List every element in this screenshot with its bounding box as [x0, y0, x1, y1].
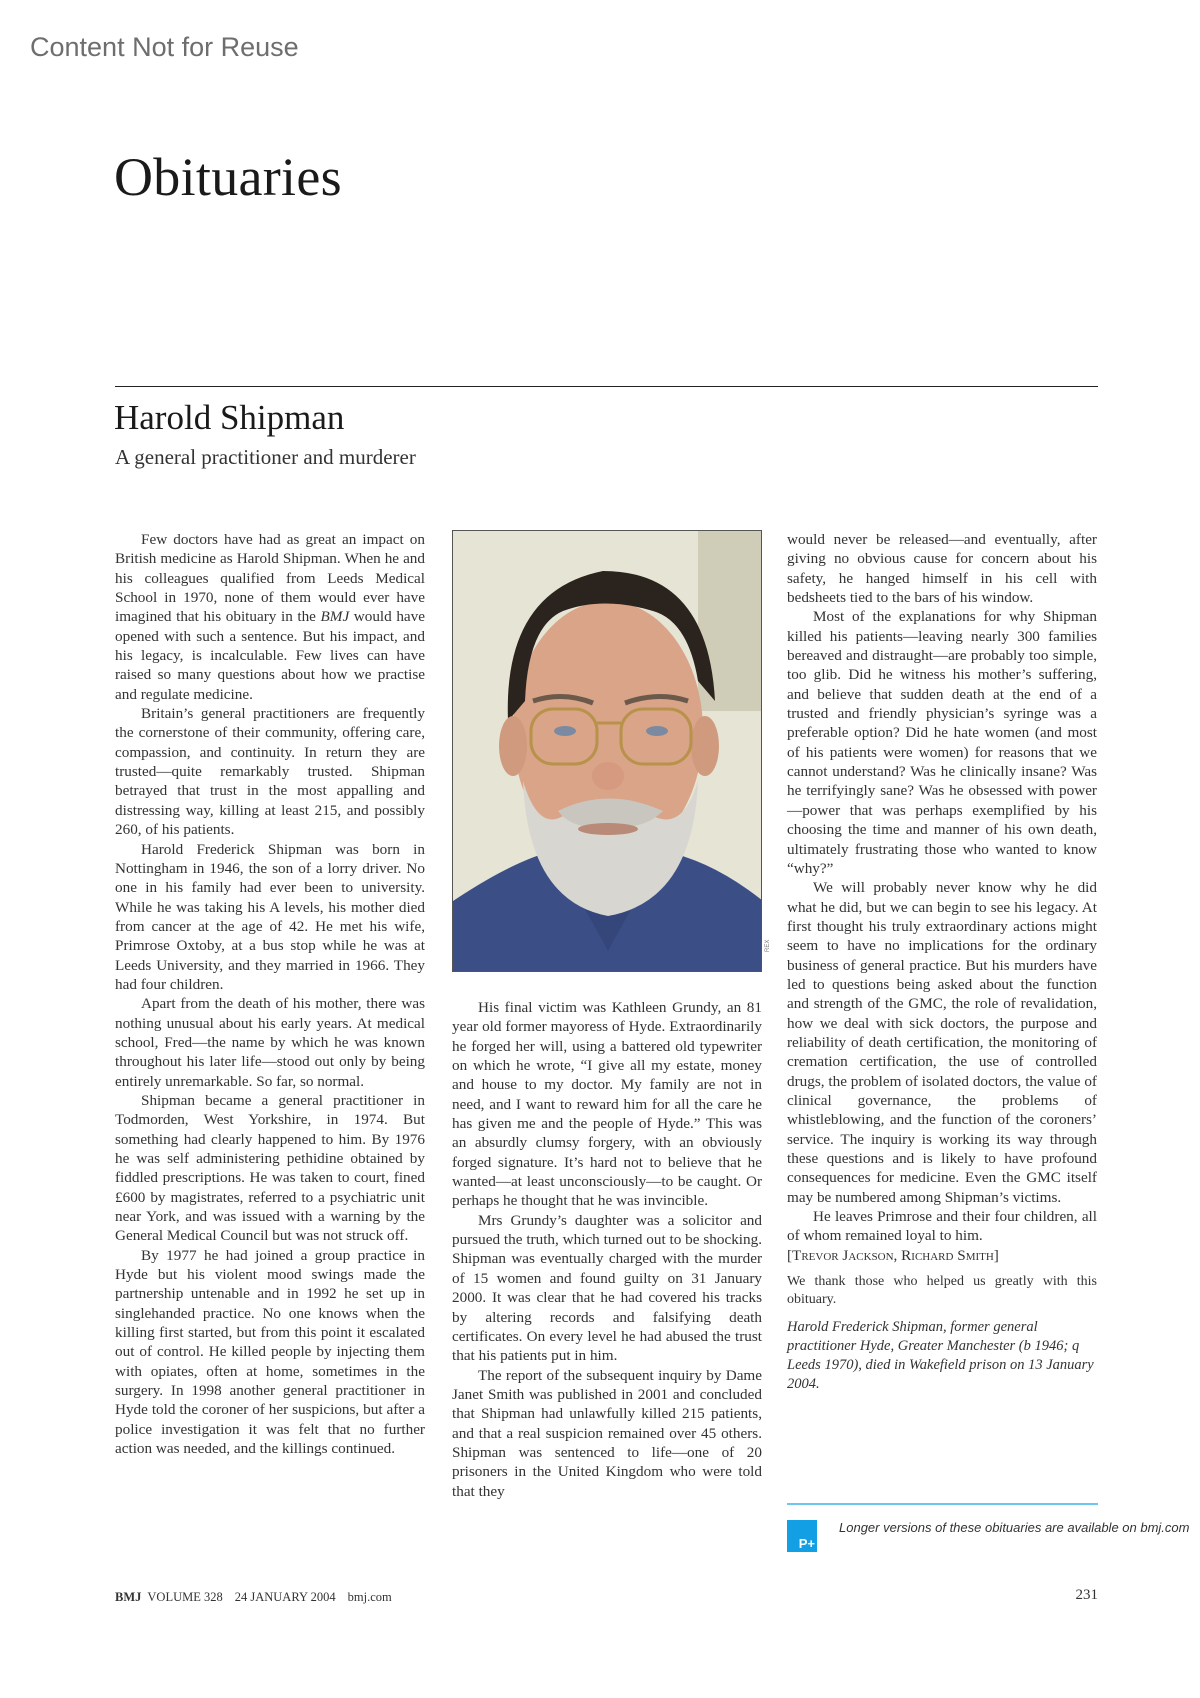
article-headline: Harold Shipman — [114, 398, 345, 437]
volume: VOLUME 328 — [147, 1590, 223, 1604]
paragraph: Few doctors have had as great an impact on British medicine as Harold Shipman. When he and his colleagues qualified from Leeds Medical School in 1970, none of them would ever have imagined that his obituary in the BMJ would have opened with such a sentence. But his impact, and his legacy, is incalculable. Few lives can have raised so many questions about how we practise and regulate medicine. — [115, 531, 425, 703]
online-note: Longer versions of these obituaries are available on bmj.com — [839, 1520, 1190, 1535]
watermark: Content Not for Reuse — [30, 32, 299, 62]
column-2 — [452, 998, 762, 1501]
section-title: Obituaries — [114, 147, 342, 207]
paragraph: Mrs Grundy’s daughter was a solicitor and pursued the truth, which turned out to be shocking. Shipman was eventually charged with the murder of 15 women and found guilty on 31 January 2000. It was clear that he had covered his tracks by altering records and falsifying death certificates. On every level he had abused the trust that his patients put in him. — [452, 1211, 762, 1365]
photo-credit: REX — [765, 939, 771, 952]
pplus-icon — [787, 1520, 817, 1552]
paragraph: His final victim was Kathleen Grundy, an 81 year old former mayoress of Hyde. Extraordinarily he forged her will, using a battered old typewriter on which he wrote, “I give all my estate, money and house to my doctor. My family are not in need, and I want to reward him for all the care he has given me and the people of Hyde.” This was an absurdly clumsy forgery, with an obviously forged signature. It’s hard not to believe that he wanted—at least unconsciously—to be caught. Or perhaps he thought that he was invincible. — [452, 999, 762, 1210]
paragraph: The report of the subsequent inquiry by Dame Janet Smith was published in 2001 and concluded that Shipman had unlawfully killed 215 patients, and that a real suspicion remained over 45 others. Shipman was sentenced to life—one of 20 prisoners in the United Kingdom who were told that they — [452, 1366, 762, 1500]
journal-name: BMJ — [115, 1590, 142, 1604]
paragraph: Apart from the death of his mother, there was nothing unusual about his early years. At medical school, Fred—the name by which he was known throughout his later life—stood out only by being entirely unremarkable. So far, so normal. — [115, 995, 425, 1090]
column-1 — [115, 530, 425, 1459]
paragraph: would never be released—and eventually, after giving no obvious cause for concern about his safety, he hanged himself in his cell with bedsheets tied to the bars of his window. — [787, 531, 1097, 607]
issue-date: 24 JANUARY 2004 — [234, 1590, 336, 1604]
paragraph: By 1977 he had joined a group practice in Hyde but his violent mood swings made the partnership untenable and in 1992 he set up in singlehanded practice. No one knows when the killing first started, but from this point it escalated out of control. He killed people by injecting them with opiates, often at home, sometimes in the surgery. In 1998 another general practitioner in Hyde told the coroner of her suspicions, but after a police investigation it was felt that no further action was needed, and the killings continued. — [115, 1246, 425, 1458]
page-number: 231 — [1075, 1587, 1098, 1603]
portrait-photo — [452, 530, 762, 972]
author-signature: [Trevor Jackson, Richard Smith] — [787, 1246, 999, 1264]
paragraph: Shipman became a general practitioner in Todmorden, West Yorkshire, in 1974. But something had clearly happened to him. By 1976 he was self administering pethidine obtained by fiddled prescriptions. He was taken to court, fined £600 by magistrates, referred to a psychiatric unit near York, and was issued with a warning by the General Medical Council but was not struck off. — [115, 1091, 425, 1245]
divider — [787, 1503, 1098, 1505]
paragraph: Most of the explanations for why Shipman killed his patients—leaving nearly 300 families bereaved and distraught—are probably too simple, too glib. Did he witness his mother’s suffering, and believe that sudden death at the end of a trusted and friendly physician’s syringe was a preferable option? Did he hate women (and most of his patients were women) for reasons that we cannot understand? Was he clinically insane? Was he terrifyingly sane? Was he obsessed with power—power that was perhaps exemplified by his choosing the time and manner of his own death, ultimately frustrating those who wanted to know “why?” — [787, 608, 1097, 877]
page-footer — [115, 1590, 404, 1605]
pplus-icon-label: P+ — [798, 1536, 815, 1551]
paragraph: He leaves Primrose and their four children, all of whom remained loyal to him. — [787, 1208, 1097, 1245]
paragraph: Harold Frederick Shipman was born in Nottingham in 1946, the son of a lorry driver. No one in his family had ever been to university. While he was taking his A levels, his mother died from cancer at the age of 42. He met his wife, Primrose Oxtoby, at a bus stop while he was at Leeds University, and they married in 1966. They had four children. — [115, 840, 425, 993]
acknowledgement: We thank those who helped us greatly with this obituary. — [787, 1274, 1097, 1308]
portrait-image — [453, 531, 762, 972]
website: bmj.com — [347, 1590, 392, 1604]
article-standfirst: A general practitioner and murderer — [115, 445, 416, 469]
biographical-note: Harold Frederick Shipman, former general practitioner Hyde, Greater Manchester (b 1946; q Leeds 1970), died in Wakefield prison on 13 January 2004. — [787, 1319, 1094, 1393]
paragraph: Britain’s general practitioners are frequently the cornerstone of their community, offering care, compassion, and continuity. In return they are trusted—quite remarkably trusted. Shipman betrayed that trust in the most appalling and distressing way, killing at least 215, and possibly 260, of his patients. — [115, 705, 425, 839]
paragraph: We will probably never know why he did what he did, but we can begin to see his legacy. At first thought his truly extraordinary actions might seem to have no implications for the ordinary business of general practice. But his murders have led to questions being asked about the function and strength of the GMC, the role of revalidation, how we deal with sick doctors, the purpose and reliability of death certification, the monitoring of cremation certification, the use of controlled drugs, the problem of isolated doctors, the value of clinical governance, the problems of whistleblowing, and the function of the coroners’ service. The inquiry is working its way through these questions and is likely to have profound consequences for medicine. Even the GMC itself may be numbered among Shipman’s victims. — [787, 879, 1097, 1206]
divider — [115, 386, 1098, 387]
column-3 — [787, 530, 1097, 1394]
